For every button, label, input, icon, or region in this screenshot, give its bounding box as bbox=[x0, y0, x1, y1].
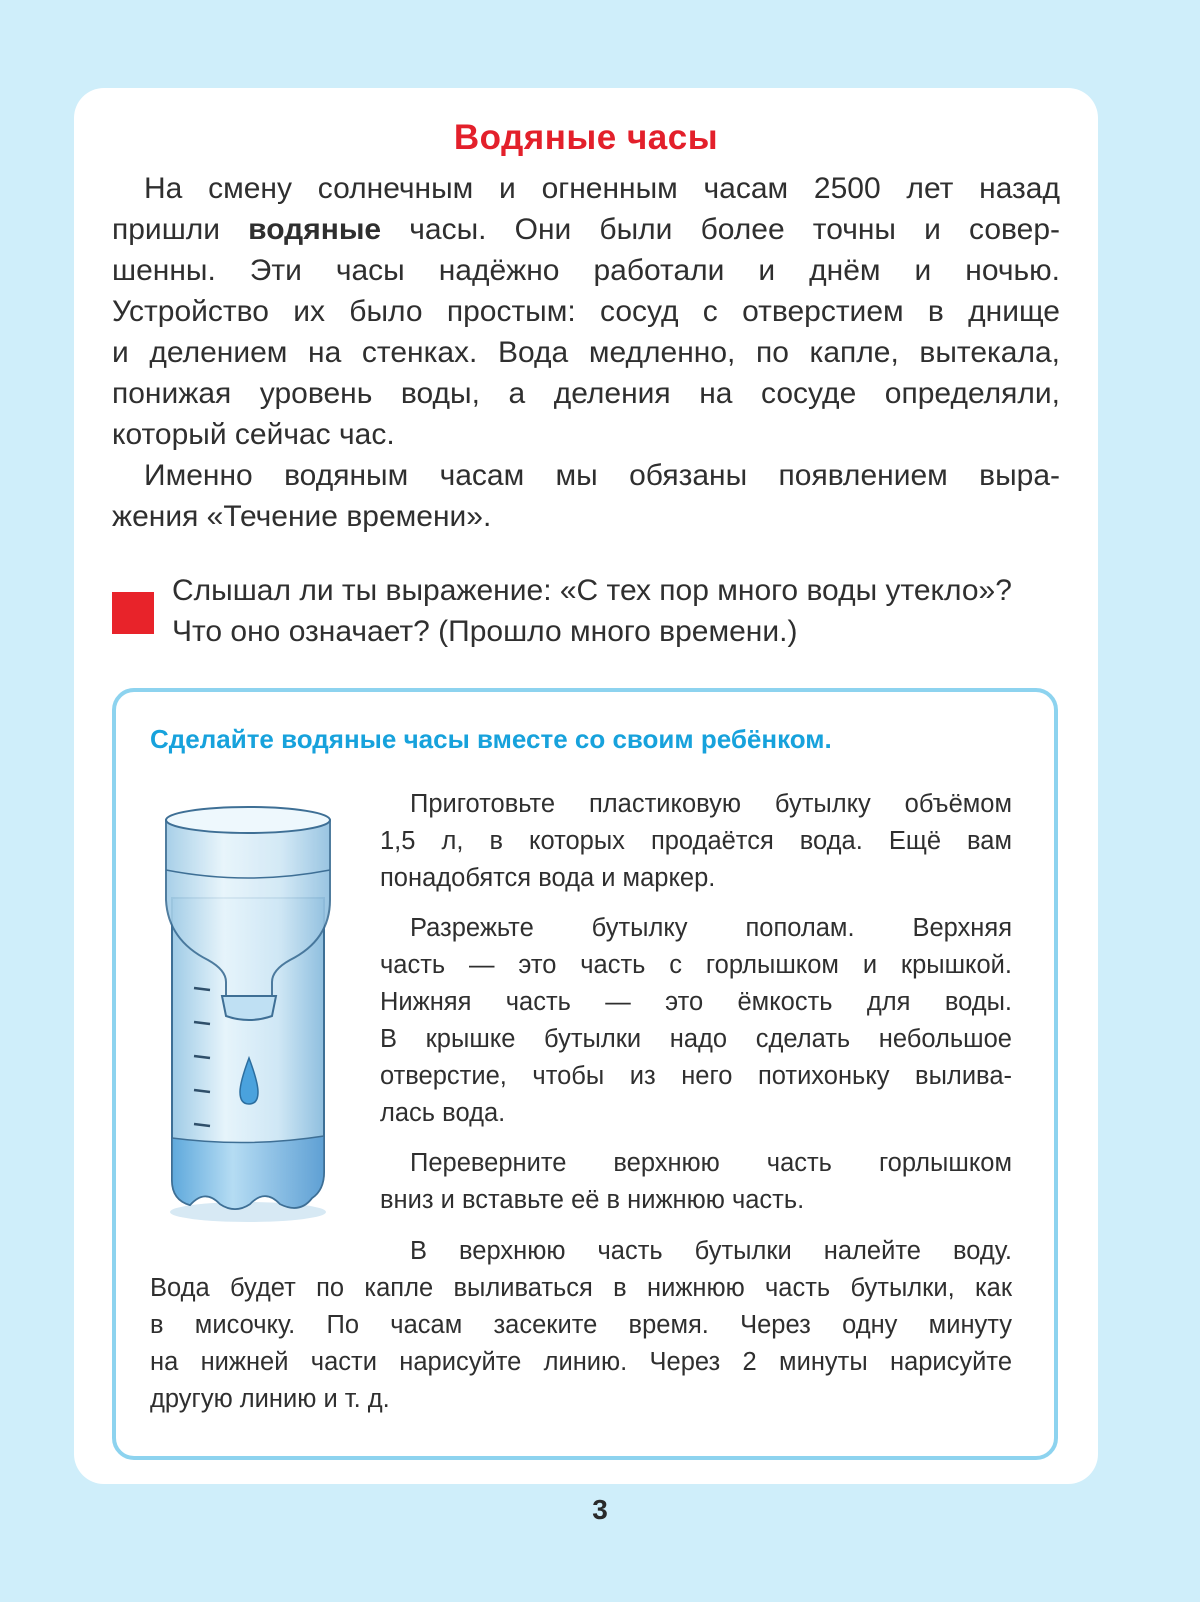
step3-line-2: вниз и вставьте её в нижнюю часть. bbox=[380, 1186, 805, 1214]
step4-line-2: Вода будет по капле выливаться в нижнюю часть бутылки, как bbox=[150, 1274, 1012, 1302]
step2-line-6: лась вода. bbox=[380, 1099, 506, 1127]
page-title: Водяные часы bbox=[453, 118, 719, 157]
step2-line-2: часть — это часть с горлышком и крышкой. bbox=[380, 951, 1012, 979]
intro-line-9: жения «Течение времени». bbox=[112, 500, 492, 533]
intro-line-7: который сейчас час. bbox=[112, 418, 395, 451]
page-number: 3 bbox=[592, 1494, 608, 1525]
intro-line-6: понижая уровень воды, а деления на сосуде определяли, bbox=[112, 377, 1060, 410]
intro-line-2: пришли водяные часы. Они были более точны и совер- bbox=[112, 213, 1061, 246]
question-line-2: Что оно означает? (Прошло много времени.) bbox=[172, 615, 798, 648]
step4-line-5: другую линию и т. д. bbox=[150, 1385, 390, 1413]
step4-line-1: В верхнюю часть бутылки налейте воду. bbox=[410, 1237, 1012, 1265]
water-bottle-illustration bbox=[160, 800, 340, 1240]
step1-line-1: Приготовьте пластиковую бутылку объёмом bbox=[410, 790, 1012, 818]
step3-line-1: Переверните верхнюю часть горлышком bbox=[410, 1149, 1012, 1177]
step2-line-3: Нижняя часть — это ёмкость для воды. bbox=[380, 988, 1012, 1016]
bold-word: водяные bbox=[248, 213, 382, 246]
question-line-1: Слышал ли ты выражение: «С тех пор много воды утекло»? bbox=[172, 574, 1012, 607]
step2-line-1: Разрежьте бутылку пополам. Верхняя bbox=[410, 914, 1012, 942]
step2-line-4: В крышке бутылки надо сделать небольшое bbox=[380, 1025, 1012, 1053]
intro-line-1: На смену солнечным и огненным часам 2500 лет назад bbox=[144, 172, 1060, 205]
step4-line-4: на нижней части нарисуйте линию. Через 2 минуты нарисуйте bbox=[150, 1348, 1012, 1376]
page-card bbox=[74, 88, 1098, 1484]
intro-line-8: Именно водяным часам мы обязаны появлением выра- bbox=[144, 459, 1060, 492]
activity-box bbox=[112, 688, 1058, 1460]
step2-line-5: отверстие, чтобы из него потихоньку вылива- bbox=[380, 1062, 1012, 1090]
step1-line-2: 1,5 л, в которых продаётся вода. Ещё вам bbox=[380, 827, 1012, 855]
step4-line-3: в мисочку. По часам засеките время. Через одну минуту bbox=[150, 1311, 1012, 1339]
step1-line-3: понадобятся вода и маркер. bbox=[380, 864, 716, 892]
intro-line-3: шенны. Эти часы надёжно работали и днём и ночью. bbox=[112, 254, 1060, 287]
intro-line-4: Устройство их было простым: сосуд с отверстием в днище bbox=[112, 295, 1060, 328]
intro-line-5: и делением на стенках. Вода медленно, по капле, вытекала, bbox=[112, 336, 1060, 369]
red-square-icon bbox=[112, 592, 154, 634]
activity-title: Сделайте водяные часы вместе со своим ребёнком. bbox=[150, 724, 832, 754]
